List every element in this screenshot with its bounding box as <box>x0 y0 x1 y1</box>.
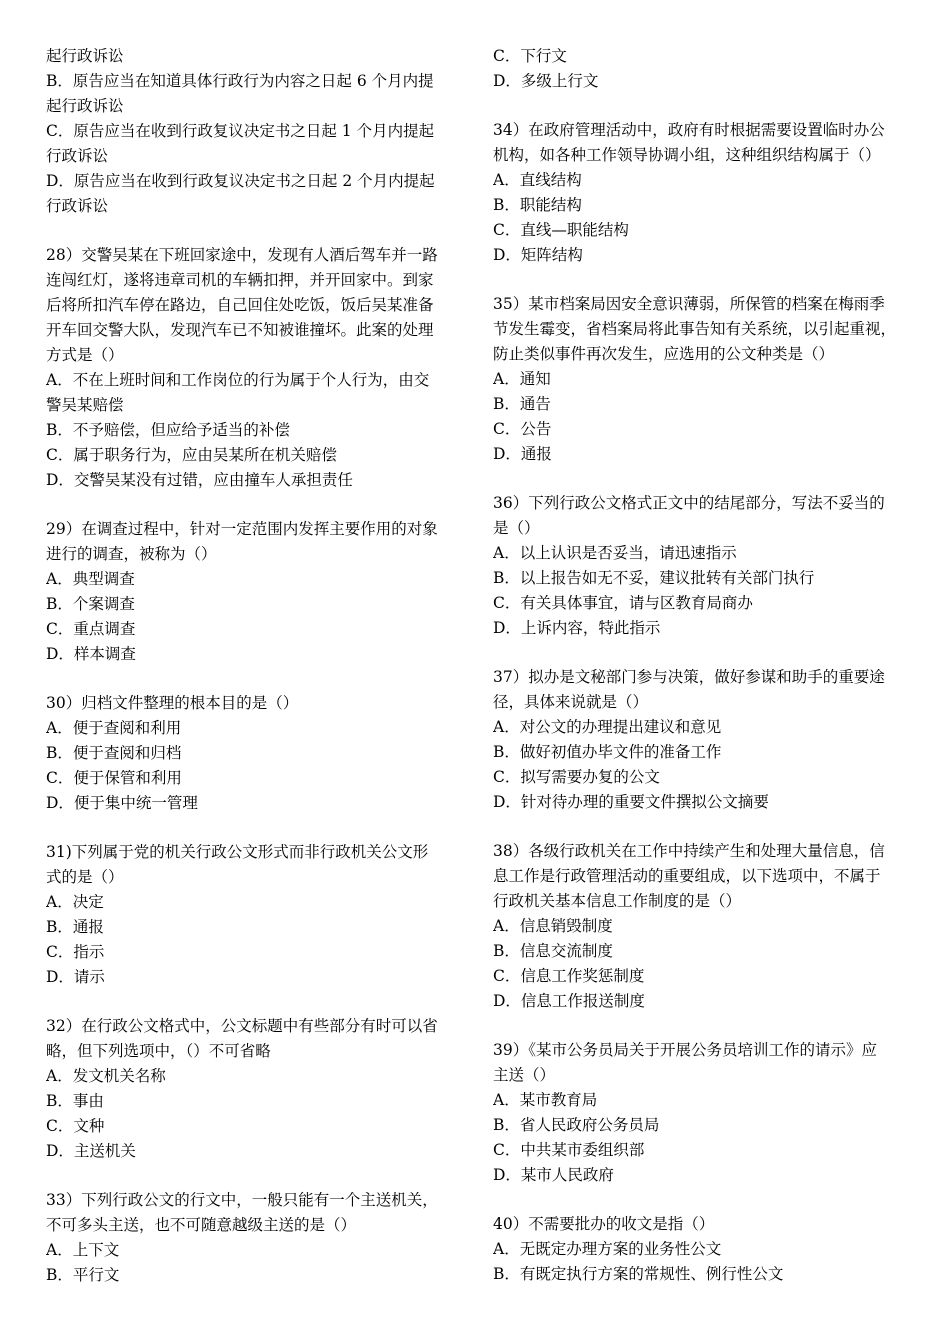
text-line: C．公告 <box>493 420 552 438</box>
text-line: B．不予赔偿，但应给予适当的补偿 <box>46 421 290 439</box>
text-line: 机构，如各种工作领导协调小组，这种组织结构属于（） <box>493 146 881 164</box>
text-line: 31)下列属于党的机关行政公文形式而非行政机关公文形 <box>46 843 429 861</box>
text-line: 32）在行政公文格式中，公文标题中有些部分有时可以省 <box>46 1017 438 1035</box>
text-line: D．矩阵结构 <box>493 246 583 264</box>
text-line: A．决定 <box>46 893 104 911</box>
text-line: B．省人民政府公务员局 <box>493 1116 660 1134</box>
right-column <box>493 44 909 1311</box>
text-line: 29）在调查过程中，针对一定范围内发挥主要作用的对象 <box>46 520 438 538</box>
text-line: D．请示 <box>46 968 105 986</box>
text-line: C．信息工作奖惩制度 <box>493 967 645 985</box>
text-line: 37）拟办是文秘部门参与决策，做好参谋和助手的重要途 <box>493 668 885 686</box>
text-line: C．属于职务行为，应由吴某所在机关赔偿 <box>46 446 337 464</box>
text-line: 行政机关基本信息工作制度的是（） <box>493 892 742 910</box>
text-line: A．便于查阅和利用 <box>46 719 182 737</box>
text-line: B．有既定执行方案的常规性、例行性公文 <box>493 1265 784 1283</box>
text-line: 防止类似事件再次发生，应选用的公文种类是（） <box>493 345 835 363</box>
text-line: A．信息销毁制度 <box>493 917 613 935</box>
question-block <box>493 665 909 815</box>
text-line: 36）下列行政公文格式正文中的结尾部分，写法不妥当的 <box>493 494 885 512</box>
text-line: 不可多头主送，也不可随意越级主送的是（） <box>46 1216 357 1234</box>
text-line: D．针对待办理的重要文件撰拟公文摘要 <box>493 793 769 811</box>
question-block <box>46 691 462 816</box>
question-block <box>46 44 462 219</box>
text-line: A．以上认识是否妥当，请迅速指示 <box>493 544 737 562</box>
text-line: C．拟写需要办复的公文 <box>493 768 660 786</box>
text-line: D．某市人民政府 <box>493 1166 614 1184</box>
text-line: A．无既定办理方案的业务性公文 <box>493 1240 722 1258</box>
text-line: C．有关具体事宜，请与区教育局商办 <box>493 594 753 612</box>
text-line: D．原告应当在收到行政复议决定书之日起 2 个月内提起 <box>46 172 435 190</box>
question-block <box>46 243 462 493</box>
question-block <box>493 292 909 467</box>
text-line: B．信息交流制度 <box>493 942 613 960</box>
text-line: A．典型调查 <box>46 570 135 588</box>
text-line: 径，具体来说就是（） <box>493 693 649 711</box>
text-line: A．某市教育局 <box>493 1091 598 1109</box>
text-line: D．多级上行文 <box>493 72 599 90</box>
text-line: 38）各级行政机关在工作中持续产生和处理大量信息，信 <box>493 842 885 860</box>
text-line: C．直线—职能结构 <box>493 221 629 239</box>
text-line: 起行政诉讼 <box>46 97 124 115</box>
text-line: D．信息工作报送制度 <box>493 992 645 1010</box>
text-line: B．通报 <box>46 918 104 936</box>
text-line: B．事由 <box>46 1092 104 1110</box>
text-line: 行政诉讼 <box>46 147 109 165</box>
text-line: 是（） <box>493 519 540 537</box>
text-line: A．上下文 <box>46 1241 120 1259</box>
text-line: 式的是（） <box>46 868 124 886</box>
text-line: 开车回交警大队，发现汽车已不知被谁撞坏。此案的处理 <box>46 321 434 339</box>
text-line: 30）归档文件整理的根本目的是（） <box>46 694 299 712</box>
question-block <box>493 1212 909 1287</box>
question-block <box>46 1188 462 1288</box>
text-line: A．通知 <box>493 370 551 388</box>
text-line: 方式是（） <box>46 346 124 364</box>
question-block <box>493 839 909 1014</box>
text-line: 警吴某赔偿 <box>46 396 124 414</box>
text-line: B．通告 <box>493 395 551 413</box>
question-block <box>493 44 909 94</box>
text-line: C．便于保管和利用 <box>46 769 182 787</box>
text-line: A．不在上班时间和工作岗位的行为属于个人行为，由交 <box>46 371 430 389</box>
text-line: 40）不需要批办的收文是指（） <box>493 1215 715 1233</box>
text-line: C．重点调查 <box>46 620 136 638</box>
text-line: 行政诉讼 <box>46 197 109 215</box>
text-line: 主送（） <box>493 1066 556 1084</box>
question-block <box>46 1014 462 1164</box>
text-line: B．便于查阅和归档 <box>46 744 182 762</box>
text-line: C．下行文 <box>493 47 567 65</box>
text-line: 35）某市档案局因安全意识薄弱，所保管的档案在梅雨季 <box>493 295 885 313</box>
text-line: 起行政诉讼 <box>46 47 124 65</box>
question-block <box>46 840 462 990</box>
text-line: 33）下列行政公文的行文中，一般只能有一个主送机关， <box>46 1191 438 1209</box>
question-block <box>46 517 462 667</box>
text-line: 后将所扣汽车停在路边，自己回住处吃饭，饭后吴某准备 <box>46 296 434 314</box>
left-column <box>46 44 462 1312</box>
text-line: 息工作是行政管理活动的重要组成，以下选项中，不属于 <box>493 867 881 885</box>
text-line: 节发生霉变，省档案局将此事告知有关系统，以引起重视， <box>493 320 897 338</box>
text-line: D．上诉内容，特此指示 <box>493 619 661 637</box>
text-line: A．发文机关名称 <box>46 1067 166 1085</box>
text-line: D．交警吴某没有过错，应由撞车人承担责任 <box>46 471 353 489</box>
text-line: 进行的调查，被称为（） <box>46 545 217 563</box>
text-line: D．便于集中统一管理 <box>46 794 198 812</box>
text-line: 连闯红灯，遂将违章司机的车辆扣押，并开回家中。到家 <box>46 271 434 289</box>
text-line: 28）交警吴某在下班回家途中，发现有人酒后驾车并一路 <box>46 246 438 264</box>
text-line: 39）《某市公务员局关于开展公务员培训工作的请示》应 <box>493 1041 877 1059</box>
text-line: C．中共某市委组织部 <box>493 1141 645 1159</box>
text-line: A．对公文的办理提出建议和意见 <box>493 718 722 736</box>
text-line: D．主送机关 <box>46 1142 136 1160</box>
text-line: D．样本调查 <box>46 645 136 663</box>
text-line: C．文种 <box>46 1117 105 1135</box>
text-line: B．原告应当在知道具体行政行为内容之日起 6 个月内提 <box>46 72 434 90</box>
question-block <box>493 491 909 641</box>
question-block <box>493 1038 909 1188</box>
text-line: C．指示 <box>46 943 105 961</box>
text-line: 略，但下列选项中，（）不可省略 <box>46 1042 271 1060</box>
text-line: B．平行文 <box>46 1266 120 1284</box>
text-line: C．原告应当在收到行政复议决定书之日起 1 个月内提起 <box>46 122 435 140</box>
text-line: B．做好初值办毕文件的准备工作 <box>493 743 722 761</box>
text-line: B．个案调查 <box>46 595 135 613</box>
text-line: B．以上报告如无不妥，建议批转有关部门执行 <box>493 569 815 587</box>
text-line: A．直线结构 <box>493 171 582 189</box>
text-line: 34）在政府管理活动中，政府有时根据需要设置临时办公 <box>493 121 885 139</box>
text-line: B．职能结构 <box>493 196 582 214</box>
question-block <box>493 118 909 268</box>
text-line: D．通报 <box>493 445 552 463</box>
